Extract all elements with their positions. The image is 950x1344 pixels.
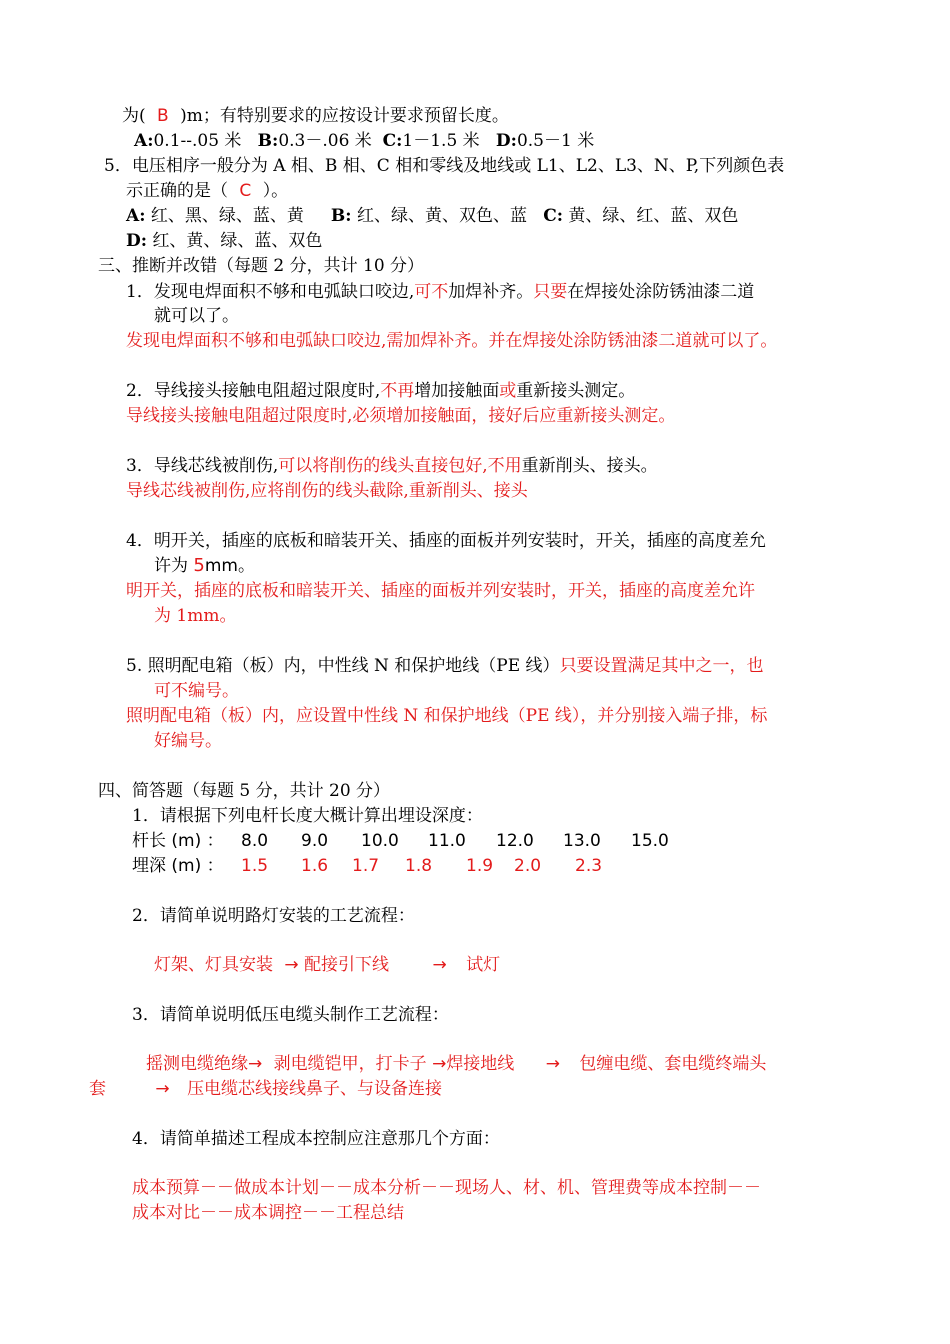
s3-q5-answer-line2: 好编号。 <box>154 731 222 751</box>
q5-line2 <box>126 179 288 203</box>
q5-text-post: ）。 <box>262 181 289 201</box>
error-mark: 只要设置满足其中之一，也 <box>559 656 764 676</box>
table-cell: 11.0 <box>428 831 466 851</box>
q4-text: 为( <box>122 106 146 126</box>
s4-q1-row-length <box>132 829 669 853</box>
s3-q4-line1: 4．明开关，插座的底板和暗装开关、插座的面板并列安装时，开关，插座的高度差允 <box>126 531 766 551</box>
s4-q4-answer-line2: 成本对比－－成本调控－－工程总结 <box>132 1203 404 1223</box>
s4-q4-answer-line1: 成本预算－－做成本计划－－成本分析－－现场人、材、机、管理费等成本控制－－ <box>132 1178 761 1198</box>
s3-q5-answer-line1: 照明配电箱（板）内，应设置中性线 N 和保护地线（PE 线），并分别接入端子排，标 <box>126 706 768 726</box>
s4-q2-title: 2．请简单说明路灯安装的工艺流程： <box>132 906 415 926</box>
table-cell: 13.0 <box>563 831 601 851</box>
q5-answer: C <box>239 181 252 201</box>
q4-text-post: )m；有特别要求的应按设计要求预留长度。 <box>180 106 509 126</box>
s3-q4-answer-line2: 为 1mm。 <box>154 606 237 626</box>
option-text: 0.3－.06 米 <box>278 131 372 151</box>
q4-options <box>134 129 594 153</box>
s4-q1-title: 1．请根据下列电杆长度大概计算出埋设深度： <box>132 806 483 826</box>
option-key: D: <box>126 231 148 251</box>
option-text: 红、绿、黄、双色、蓝 <box>356 206 527 226</box>
table-cell: 1.7 <box>352 856 380 876</box>
arrow-icon: → <box>432 955 447 975</box>
question-text: 3．导线芯线被削伤, <box>126 456 279 476</box>
s3-q1-line2: 就可以了。 <box>154 306 239 326</box>
s4-q4-title: 4．请简单描述工程成本控制应注意那几个方面： <box>132 1129 500 1149</box>
option-key: A: <box>126 206 146 226</box>
table-cell: 2.0 <box>514 856 542 876</box>
option-text: 0.5－1 米 <box>516 131 595 151</box>
option-key: B: <box>330 206 352 226</box>
s4-q2-answer <box>154 953 500 977</box>
s3-q3-line1 <box>126 454 658 478</box>
question-text: 重新接头测定。 <box>516 381 636 401</box>
section3-heading: 三、推断并改错（每题 2 分，共计 10 分） <box>98 256 425 276</box>
error-mark: 不再 <box>380 381 415 401</box>
error-mark: 或 <box>499 381 517 401</box>
s4-q1-row-depth <box>132 854 603 878</box>
flow-step: 压电缆芯线接线鼻子、与设备连接 <box>187 1079 443 1099</box>
option-text: 黄、绿、红、蓝、双色 <box>568 206 739 226</box>
s3-q4-answer-line1: 明开关，插座的底板和暗装开关、插座的面板并列安装时，开关，插座的高度差允许 <box>126 581 755 601</box>
option-key: B: <box>257 131 279 151</box>
q4-line1 <box>122 104 509 128</box>
table-cell: 10.0 <box>361 831 399 851</box>
question-text: 5. 照明配电箱（板）内，中性线 N 和保护地线（PE 线） <box>126 656 560 676</box>
option-key: D: <box>495 131 517 151</box>
option-key: C: <box>543 206 563 226</box>
s3-q3-answer: 导线芯线被削伤,应将削伤的线头截除,重新削头、接头 <box>126 481 528 501</box>
flow-step: 试灯 <box>466 955 501 975</box>
arrow-icon: → <box>284 955 299 975</box>
s3-q2-line1 <box>126 379 635 403</box>
table-cell: 9.0 <box>301 831 329 851</box>
table-cell: 1.8 <box>405 856 433 876</box>
s3-q1-answer: 发现电焊面积不够和电弧缺口咬边,需加焊补齐。并在焊接处涂防锈油漆二道就可以了。 <box>126 331 778 351</box>
question-text: 加焊补齐。 <box>448 282 534 302</box>
table-cell: 8.0 <box>241 831 269 851</box>
table-cell: 1.6 <box>301 856 329 876</box>
flow-step: 剥电缆铠甲，打卡子 <box>273 1054 427 1074</box>
row-label: 埋深 (m) ： <box>132 856 224 876</box>
section4-heading: 四、简答题（每题 5 分，共计 20 分） <box>98 781 391 801</box>
s4-q3-answer-line2 <box>89 1077 442 1101</box>
error-mark: 只要 <box>533 282 568 302</box>
s3-q1-line1 <box>126 280 754 304</box>
table-cell: 12.0 <box>496 831 534 851</box>
s4-q3-title: 3．请简单说明低压电缆头制作工艺流程： <box>132 1005 449 1025</box>
option-key: A: <box>134 131 154 151</box>
q5-line1: 5．电压相序一般分为 A 相、B 相、C 相和零线及地线或 L1、L2、L3、N、P,下列颜色表 <box>104 156 785 176</box>
question-text: 在焊接处涂防锈油漆二道 <box>567 282 755 302</box>
option-key: C: <box>382 131 403 151</box>
s3-q5-line2: 可不编号。 <box>154 681 239 701</box>
q4-answer: B <box>157 106 169 126</box>
option-text: 红、黑、绿、蓝、黄 <box>150 206 304 226</box>
table-cell: 2.3 <box>575 856 603 876</box>
option-text: 0.1--.05 米 <box>153 131 242 151</box>
flow-step: 摇测电缆绝缘 <box>146 1054 248 1074</box>
flow-step: 焊接地线 <box>446 1054 515 1074</box>
error-mark: 5 <box>193 555 205 576</box>
flow-step: 配接引下线 <box>304 955 390 975</box>
question-text: 重新削头、接头。 <box>521 456 658 476</box>
flow-step: 灯架、灯具安装 <box>154 955 273 975</box>
q5-options-row2 <box>126 229 322 253</box>
arrow-icon: → <box>545 1054 560 1074</box>
option-text: 1－1.5 米 <box>402 131 480 151</box>
row-label: 杆长 (m) ： <box>132 831 224 851</box>
error-mark: 可以将削伤的线头直接包好,不用 <box>278 456 522 476</box>
arrow-icon: → <box>432 1054 447 1074</box>
s4-q3-answer-line1 <box>146 1052 766 1076</box>
arrow-icon: → <box>248 1054 263 1074</box>
s3-q2-answer: 导线接头接触电阻超过限度时,必须增加接触面，接好后应重新接头测定。 <box>126 406 676 426</box>
s3-q5-line1 <box>126 654 764 678</box>
table-cell: 15.0 <box>631 831 669 851</box>
q5-text: 示正确的是（ <box>126 181 228 201</box>
arrow-icon: → <box>155 1079 170 1099</box>
q5-options-row1 <box>126 204 738 228</box>
option-text: 红、黄、绿、蓝、双色 <box>152 231 323 251</box>
s3-q4-line2 <box>154 554 255 578</box>
flow-step: 套 <box>89 1079 106 1099</box>
question-text: 1．发现电焊面积不够和电弧缺口咬边, <box>126 282 415 302</box>
table-cell: 1.5 <box>241 856 269 876</box>
question-text: mm。 <box>204 556 255 576</box>
question-text: 2．导线接头接触电阻超过限度时, <box>126 381 381 401</box>
table-cell: 1.9 <box>466 856 494 876</box>
question-text: 增加接触面 <box>414 381 500 401</box>
flow-step: 包缠电缆、套电缆终端头 <box>579 1054 767 1074</box>
error-mark: 可不 <box>414 282 449 302</box>
question-text: 许为 <box>154 556 194 576</box>
